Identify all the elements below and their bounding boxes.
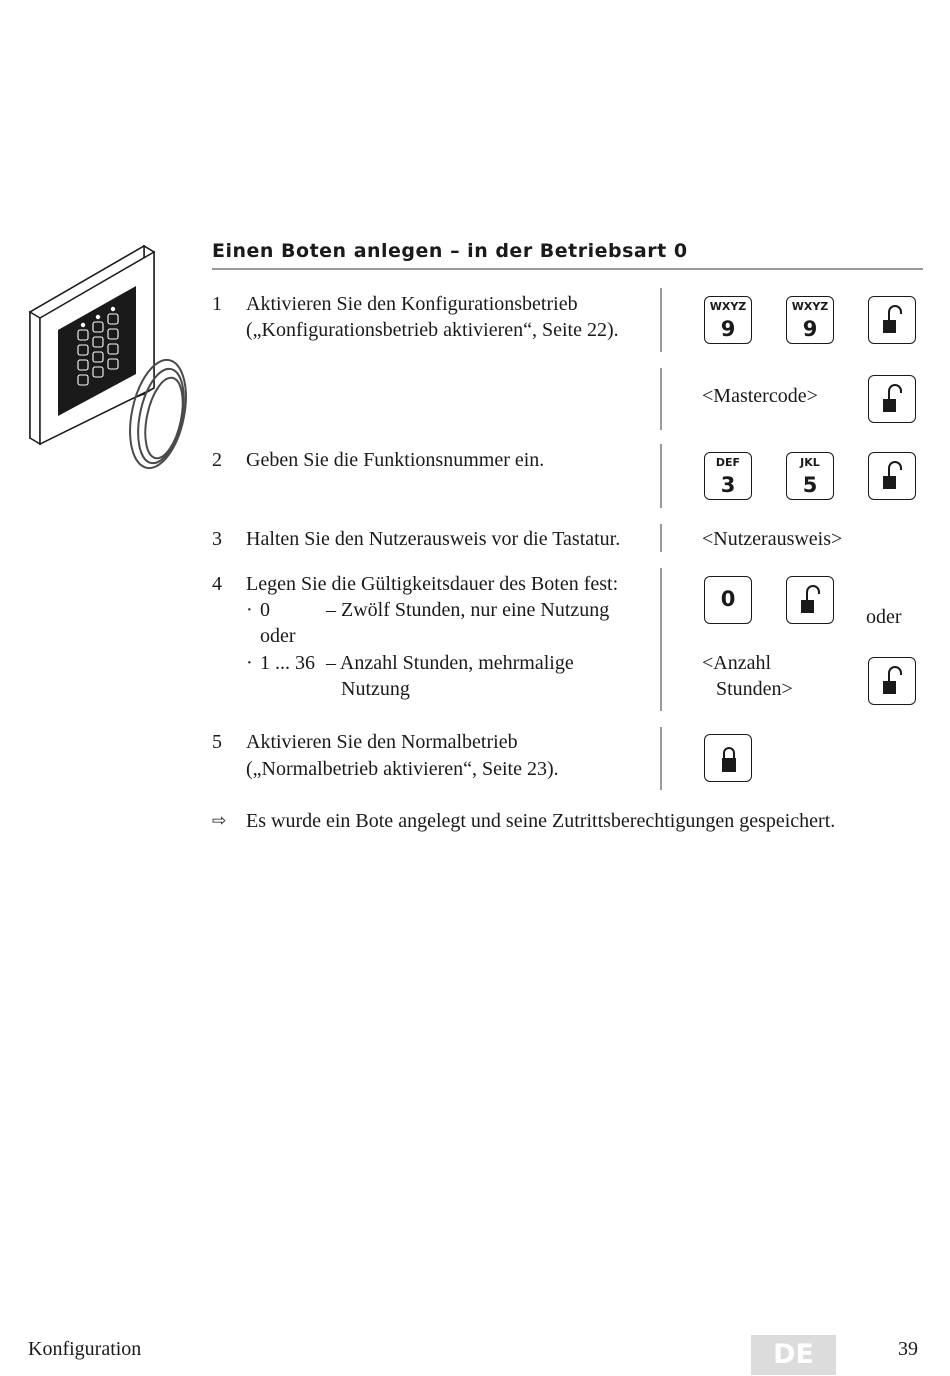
unlock-key [868, 452, 916, 500]
key-9-wxyz [704, 296, 752, 344]
unlock-key [868, 296, 916, 344]
step-4-divider [660, 568, 662, 711]
step-1-text-line-1: Aktivieren Sie den Konfigurationsbetrieb [246, 293, 578, 315]
result-arrow-icon: ⇨ [212, 811, 227, 831]
mastercode-label: <Mastercode> [702, 385, 818, 407]
unlock-key [786, 576, 834, 624]
mastercode-divider [660, 368, 662, 430]
open-padlock-icon [869, 453, 917, 501]
option-bullet: · [246, 599, 253, 621]
anzahl-stunden-label-line-1: <Anzahl [702, 652, 772, 674]
option-description: – Zwölf Stunden, nur eine Nutzung [326, 599, 610, 621]
key-0 [704, 576, 752, 624]
option-bullet: · [246, 652, 253, 674]
key-digit: 5 [802, 473, 818, 497]
oder-label: oder [866, 606, 902, 628]
key-sub-label: WXYZ [791, 300, 829, 313]
key-3-def [704, 452, 752, 500]
key-sub-label: JKL [800, 456, 820, 469]
key-digit: 3 [720, 473, 736, 497]
unlock-key [868, 375, 916, 423]
step-1-text-line-2: („Konfigurationsbetrieb aktivieren“, Seite 22). [246, 319, 619, 341]
step-3-divider [660, 524, 662, 552]
language-badge: DE [751, 1335, 836, 1375]
key-5-jkl [786, 452, 834, 500]
result-text: Es wurde ein Bote angelegt und seine Zutrittsberechtigungen gespeichert. [246, 810, 836, 832]
key-digit: 9 [720, 317, 736, 341]
page-number: 39 [898, 1338, 918, 1360]
unlock-key [868, 657, 916, 705]
option-value: 0 [260, 599, 270, 621]
open-padlock-icon [869, 297, 917, 345]
nutzerausweis-label: <Nutzerausweis> [702, 528, 843, 550]
step-5-divider [660, 727, 662, 790]
step-5-number: 5 [212, 731, 222, 753]
section-title: Einen Boten anlegen – in der Betriebsart 0 [212, 240, 688, 262]
anzahl-stunden-label-line-2: Stunden> [716, 678, 793, 700]
key-digit: 9 [802, 317, 818, 341]
step-4-text: Legen Sie die Gültigkeitsdauer des Boten fest: [246, 573, 619, 595]
key-digit: 0 [720, 587, 736, 611]
key-9-wxyz [786, 296, 834, 344]
step-1-divider [660, 288, 662, 352]
footer-section-name: Konfiguration [28, 1338, 142, 1360]
step-2-number: 2 [212, 449, 222, 471]
option-separator: oder [260, 625, 296, 647]
step-3-text: Halten Sie den Nutzerausweis vor die Tastatur. [246, 528, 621, 550]
open-padlock-icon [787, 577, 835, 625]
lock-key [704, 734, 752, 782]
title-divider [212, 268, 923, 270]
open-padlock-icon [869, 376, 917, 424]
open-padlock-icon [869, 658, 917, 706]
step-3-number: 3 [212, 528, 222, 550]
key-sub-label: DEF [715, 456, 741, 469]
option-value: 1 ... 36 [260, 652, 315, 674]
step-5-text-line-2: („Normalbetrieb aktivieren“, Seite 23). [246, 758, 559, 780]
step-5-text-line-1: Aktivieren Sie den Normalbetrieb [246, 731, 518, 753]
keypad-device-illustration [26, 244, 192, 472]
closed-padlock-icon [705, 735, 753, 783]
step-2-text: Geben Sie die Funktionsnummer ein. [246, 449, 545, 471]
option-description-continued: Nutzung [341, 678, 410, 700]
step-2-divider [660, 444, 662, 508]
step-4-number: 4 [212, 573, 222, 595]
option-description: – Anzahl Stunden, mehrmalige [326, 652, 574, 674]
key-sub-label: WXYZ [709, 300, 747, 313]
step-1-number: 1 [212, 293, 222, 315]
